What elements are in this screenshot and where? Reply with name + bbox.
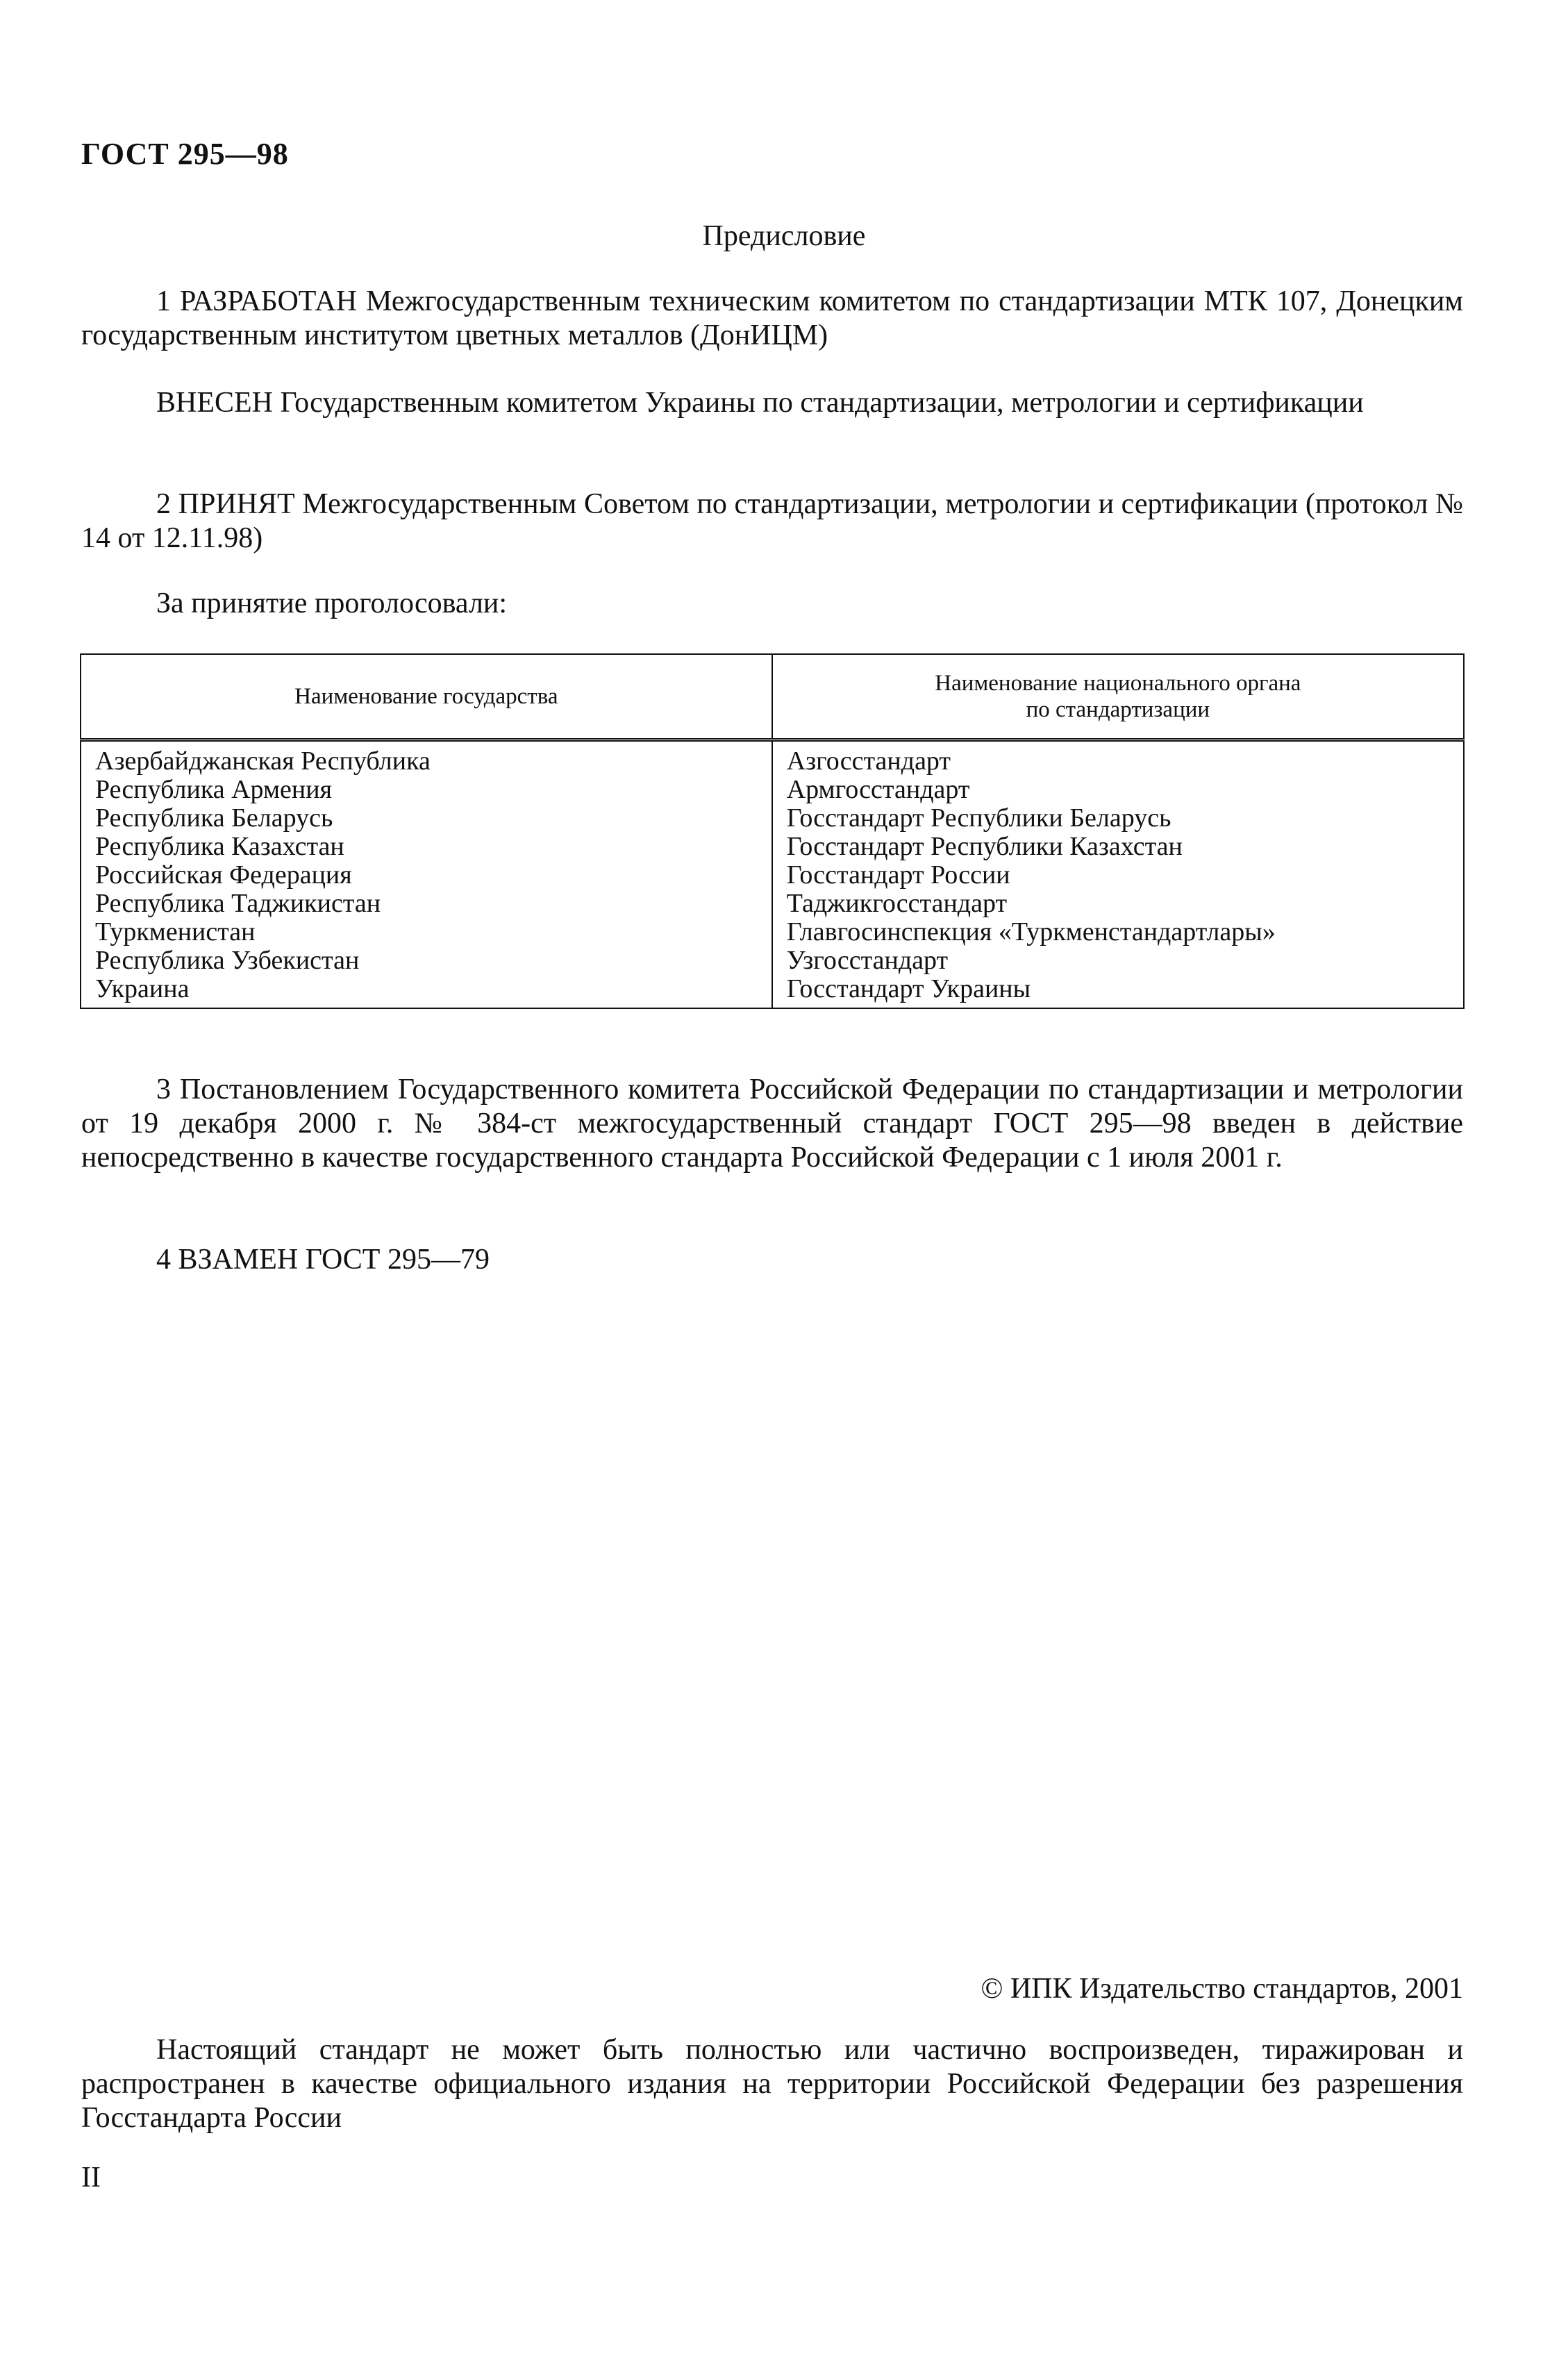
national-body-name: Таджикгосстандарт [786, 889, 1008, 918]
national-body-name: Госстандарт Республики Беларусь [786, 803, 1171, 833]
section-title: Предисловие [702, 220, 866, 252]
state-name: Туркменистан [95, 917, 256, 946]
national-body-name: Госстандарт Республики Казахстан [786, 832, 1183, 861]
national-body-name: Армгосстандарт [786, 775, 970, 804]
page-number: II [81, 2162, 101, 2194]
state-name: Республика Армения [95, 775, 333, 804]
state-name: Республика Узбекистан [95, 946, 360, 975]
state-name: Азербайджанская Республика [95, 746, 431, 776]
paragraph-resolution: 3 Постановлением Государственного комитета Российской Федерации по стандартизации и метрологии от 19 декабря 2000 г. № 384-ст межгосударственный стандарт ГОСТ 295—98 введен в действие непосредственно в качестве государственного стандарта Российской Федерации с 1 июля 2001 г. [81, 1074, 1463, 1174]
document-header: ГОСТ 295—98 [81, 137, 289, 171]
column-header-national-body [772, 654, 1464, 740]
paragraph-replaces: 4 ВЗАМЕН ГОСТ 295—79 [156, 1244, 490, 1276]
national-body-name: Азгосстандарт [786, 746, 951, 776]
national-body-name: Узгосстандарт [786, 946, 949, 975]
paragraph-reproduction-notice: Настоящий стандарт не может быть полностью или частично воспроизведен, тиражирован и распространен в качестве официального издания на территории Российской Федерации без разрешения Госстандарта России [81, 2034, 1463, 2134]
paragraph-developed-by: 1 РАЗРАБОТАН Межгосударственным техническим комитетом по стандартизации МТК 107, Донецким государственным институтом цветных металлов (ДонИЦМ) [81, 285, 1463, 351]
national-body-list-cell [772, 740, 1464, 1009]
national-body-name: Главгосинспекция «Туркменстандартлары» [786, 917, 1276, 946]
voting-states-table [80, 653, 1465, 1009]
state-name: Украина [95, 974, 190, 1003]
paragraph-adopted-by: 2 ПРИНЯТ Межгосударственным Советом по стандартизации, метрологии и сертификации (протокол № 14 от 12.11.98) [81, 488, 1463, 554]
copyright-notice: © ИПК Издательство стандартов, 2001 [981, 1973, 1463, 2005]
column-header-state [81, 654, 772, 740]
state-name: Республика Казахстан [95, 832, 344, 861]
state-list-cell [81, 740, 772, 1009]
paragraph-voted-for: За принятие проголосовали: [156, 587, 508, 619]
column-header-national-body-line2: по стандартизации [1026, 697, 1210, 722]
table-row [81, 740, 1464, 1009]
column-header-state-label: Наименование государства [294, 684, 558, 709]
state-name: Республика Беларусь [95, 803, 333, 833]
state-name: Российская Федерация [95, 860, 352, 890]
column-header-national-body-line1: Наименование национального органа [935, 671, 1301, 696]
paragraph-introduced-by: ВНЕСЕН Государственным комитетом Украины по стандартизации, метрологии и сертификации [156, 387, 1364, 419]
table-header-row [81, 654, 1464, 740]
state-name: Республика Таджикистан [95, 889, 381, 918]
national-body-name: Госстандарт России [786, 860, 1010, 890]
national-body-name: Госстандарт Украины [786, 974, 1031, 1003]
